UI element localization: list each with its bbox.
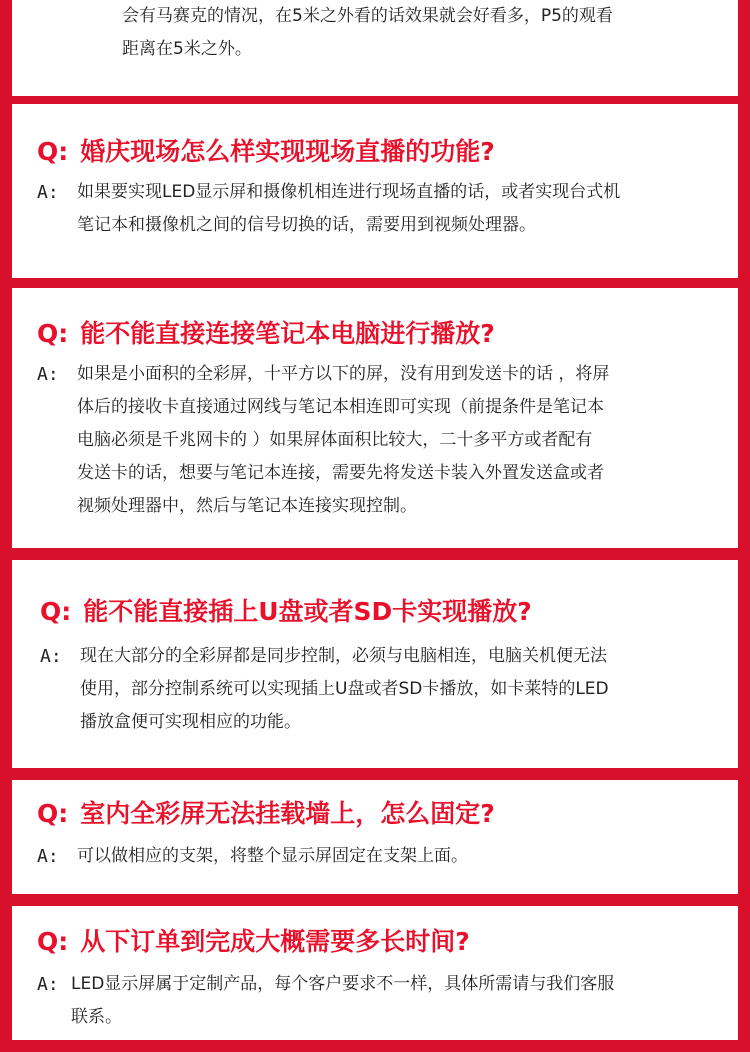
question-heading xyxy=(37,926,470,958)
question-text: 室内全彩屏无法挂载墙上，怎么固定? xyxy=(80,799,495,828)
question-prefix: Q: xyxy=(37,319,69,348)
faq-card-3 xyxy=(12,560,738,768)
answer-line: 播放盒便可实现相应的功能。 xyxy=(80,712,301,732)
answer-line: 体后的接收卡直接通过网线与笔记本相连即可实现（前提条件是笔记本 xyxy=(77,397,604,417)
answer-line: 可以做相应的支架，将整个显示屏固定在支架上面。 xyxy=(77,846,468,866)
faq-card-1 xyxy=(12,104,738,278)
answer-block xyxy=(40,640,609,739)
answer-prefix: A: xyxy=(37,182,59,203)
question-prefix: Q: xyxy=(37,927,69,956)
answer-block xyxy=(37,358,609,523)
answer-line: 如果是小面积的全彩屏，十平方以下的屏，没有用到发送卡的话 ，将屏 xyxy=(77,364,610,384)
answer-line: 如果要实现LED显示屏和摄像机相连进行现场直播的话，或者实现台式机 xyxy=(77,182,621,202)
question-heading xyxy=(37,798,495,830)
answer-prefix: A: xyxy=(37,364,59,385)
question-heading xyxy=(37,136,495,168)
faq-card-2 xyxy=(12,288,738,548)
answer-line: 发送卡的话，想要与笔记本连接，需要先将发送卡装入外置发送盒或者 xyxy=(77,463,604,483)
answer-line: 电脑必须是千兆网卡的 ）如果屏体面积比较大，二十多平方或者配有 xyxy=(77,430,593,450)
answer-line: 使用，部分控制系统可以实现插上U盘或者SD卡播放，如卡莱特的LED xyxy=(80,679,609,699)
question-prefix: Q: xyxy=(37,799,69,828)
answer-block xyxy=(37,840,468,873)
faq-card-4 xyxy=(12,780,738,894)
question-prefix: Q: xyxy=(37,137,69,166)
question-text: 从下订单到完成大概需要多长时间? xyxy=(80,927,470,956)
question-heading xyxy=(37,318,495,350)
answer-block xyxy=(37,968,614,1034)
answer-block xyxy=(37,176,620,242)
answer-line: 联系。 xyxy=(71,1007,122,1027)
answer-line: 笔记本和摄像机之间的信号切换的话，需要用到视频处理器。 xyxy=(77,215,536,235)
answer-prefix: A: xyxy=(40,646,62,667)
question-prefix: Q: xyxy=(40,597,72,626)
question-heading xyxy=(40,596,532,628)
answer-line: 现在大部分的全彩屏都是同步控制，必须与电脑相连，电脑关机便无法 xyxy=(80,646,607,666)
answer-line: 视频处理器中，然后与笔记本连接实现控制。 xyxy=(77,496,417,516)
answer-line: LED显示屏属于定制产品，每个客户要求不一样，具体所需请与我们客服 xyxy=(71,974,615,994)
intro-card xyxy=(12,0,738,96)
answer-line: 会有马赛克的情况，在5米之外看的话效果就会好看多，P5的观看 xyxy=(122,6,613,26)
intro-answer-text xyxy=(122,0,613,66)
answer-prefix: A: xyxy=(37,974,59,995)
faq-card-5 xyxy=(12,906,738,1040)
question-text: 婚庆现场怎么样实现现场直播的功能? xyxy=(80,137,495,166)
question-text: 能不能直接连接笔记本电脑进行播放? xyxy=(80,319,495,348)
answer-prefix: A: xyxy=(37,846,59,867)
question-text: 能不能直接插上U盘或者SD卡实现播放? xyxy=(83,597,532,626)
answer-line: 距离在5米之外。 xyxy=(122,39,252,59)
